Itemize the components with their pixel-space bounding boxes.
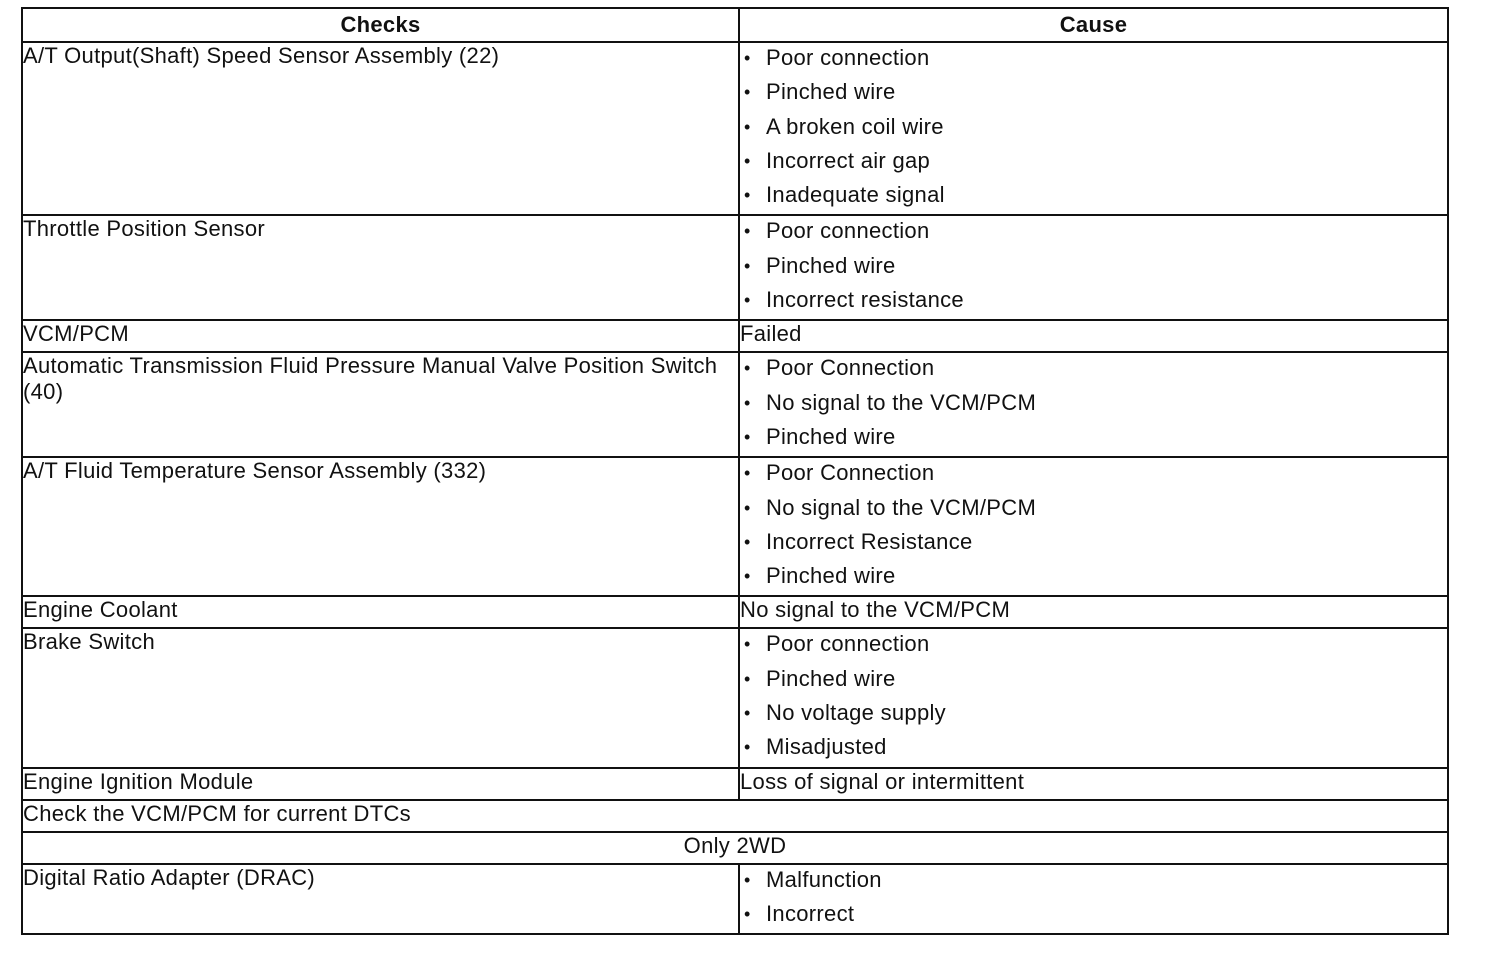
cause-item: • Poor connection [740, 216, 1447, 250]
cause-column-header: Cause [739, 8, 1448, 42]
cause-cell: Loss of signal or intermittent [739, 768, 1448, 800]
check-cell: VCM/PCM [22, 320, 739, 352]
cause-cell [739, 628, 1448, 767]
cause-cell [739, 864, 1448, 935]
cause-item: • Pinched wire [740, 561, 1447, 595]
cause-cell [739, 457, 1448, 596]
table-row [22, 768, 1448, 800]
cause-item: • Incorrect resistance [740, 285, 1447, 319]
check-cell: A/T Output(Shaft) Speed Sensor Assembly (22) [22, 42, 739, 215]
table-row [22, 628, 1448, 767]
cause-item: • Poor connection [740, 43, 1447, 77]
table-row [22, 215, 1448, 320]
cause-item: • Misadjusted [740, 732, 1447, 766]
cause-item: • Incorrect Resistance [740, 527, 1447, 561]
check-cell: Automatic Transmission Fluid Pressure Manual Valve Position Switch (40) [22, 352, 739, 457]
check-cell: Throttle Position Sensor [22, 215, 739, 320]
cause-list [740, 629, 1447, 766]
check-cell: Engine Ignition Module [22, 768, 739, 800]
cause-item: • A broken coil wire [740, 112, 1447, 146]
cause-cell: No signal to the VCM/PCM [739, 596, 1448, 628]
table-row [22, 596, 1448, 628]
cause-cell [739, 352, 1448, 457]
full-width-note: Check the VCM/PCM for current DTCs [22, 800, 1448, 832]
cause-item: • Poor Connection [740, 458, 1447, 492]
cause-item: • Incorrect air gap [740, 146, 1447, 180]
check-cell: Digital Ratio Adapter (DRAC) [22, 864, 739, 935]
cause-cell: Failed [739, 320, 1448, 352]
table-header-row [22, 8, 1448, 42]
cause-item: • Pinched wire [740, 664, 1447, 698]
cause-item: • Pinched wire [740, 77, 1447, 111]
table-row [22, 320, 1448, 352]
cause-cell [739, 215, 1448, 320]
section-heading: Only 2WD [22, 832, 1448, 864]
cause-list [740, 353, 1447, 456]
cause-item: • No voltage supply [740, 698, 1447, 732]
check-cell: Brake Switch [22, 628, 739, 767]
cause-list [740, 865, 1447, 934]
table-row [22, 800, 1448, 832]
check-cell: A/T Fluid Temperature Sensor Assembly (332) [22, 457, 739, 596]
check-cell: Engine Coolant [22, 596, 739, 628]
cause-list [740, 43, 1447, 214]
cause-item: • Poor Connection [740, 353, 1447, 387]
cause-list [740, 458, 1447, 595]
cause-item: • Incorrect [740, 899, 1447, 933]
table-row [22, 864, 1448, 935]
table-row [22, 42, 1448, 215]
cause-list [740, 216, 1447, 319]
cause-item: • Inadequate signal [740, 180, 1447, 214]
diagnostic-table [21, 7, 1449, 935]
cause-item: • Poor connection [740, 629, 1447, 663]
cause-item: • Pinched wire [740, 422, 1447, 456]
cause-cell [739, 42, 1448, 215]
cause-item: • Malfunction [740, 865, 1447, 899]
cause-item: • Pinched wire [740, 251, 1447, 285]
section-heading-row [22, 832, 1448, 864]
checks-column-header: Checks [22, 8, 739, 42]
cause-item: • No signal to the VCM/PCM [740, 388, 1447, 422]
table-row [22, 457, 1448, 596]
cause-item: • No signal to the VCM/PCM [740, 493, 1447, 527]
table-row [22, 352, 1448, 457]
